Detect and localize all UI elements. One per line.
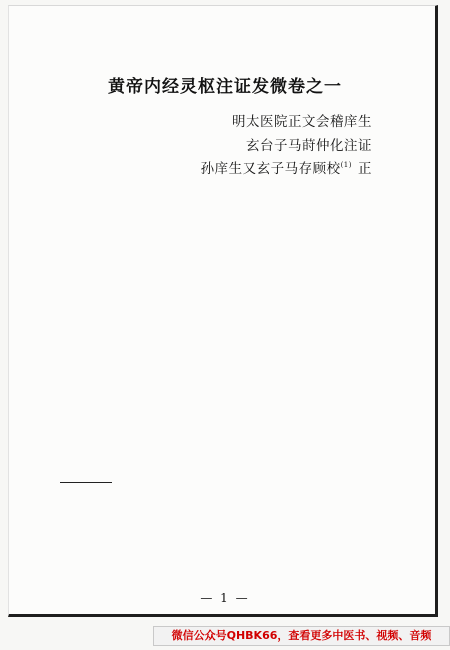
promo-banner: 微信公众号QHBK66，查看更多中医书、视频、音频 bbox=[153, 626, 450, 646]
footnote-divider bbox=[60, 482, 112, 483]
attribution-line-3-tail: 正 bbox=[358, 161, 372, 177]
body-line bbox=[48, 301, 418, 315]
body-line bbox=[48, 186, 418, 200]
body-line bbox=[48, 387, 418, 401]
footnote-line bbox=[62, 546, 418, 558]
body-line bbox=[48, 459, 418, 473]
body-line bbox=[48, 229, 418, 243]
body-line bbox=[48, 445, 418, 459]
attribution-line-3 bbox=[201, 157, 372, 177]
footnote-line bbox=[62, 488, 418, 500]
body-line bbox=[48, 316, 418, 330]
footnote-line bbox=[62, 500, 418, 512]
body-line bbox=[48, 402, 418, 416]
attribution-line-2: 玄台子马莳仲化注证 bbox=[246, 138, 372, 154]
body-line bbox=[48, 244, 418, 258]
body-paragraph bbox=[48, 186, 418, 474]
body-line bbox=[48, 344, 418, 358]
body-line bbox=[48, 431, 418, 445]
footnotes bbox=[62, 488, 418, 556]
body-line bbox=[48, 258, 418, 272]
body-line bbox=[48, 359, 418, 373]
body-line bbox=[48, 330, 418, 344]
body-line bbox=[48, 200, 418, 214]
body-line bbox=[48, 215, 418, 229]
footnote-marker: (1) bbox=[340, 161, 352, 169]
footnote-line bbox=[62, 535, 418, 547]
footnote-line bbox=[62, 511, 418, 523]
footnote-line bbox=[62, 523, 418, 535]
body-line bbox=[48, 416, 418, 430]
body-line bbox=[48, 287, 418, 301]
attribution-line-1: 明太医院正文会稽庠生 bbox=[232, 114, 372, 130]
chapter-title: 黄帝内经灵枢注证发微卷之一 bbox=[108, 77, 342, 97]
body-line bbox=[48, 373, 418, 387]
attribution-line-3-text: 孙庠生又玄子马存顾校 bbox=[200, 161, 341, 177]
page-number: — 1 — bbox=[200, 591, 250, 605]
body-line bbox=[48, 272, 418, 286]
